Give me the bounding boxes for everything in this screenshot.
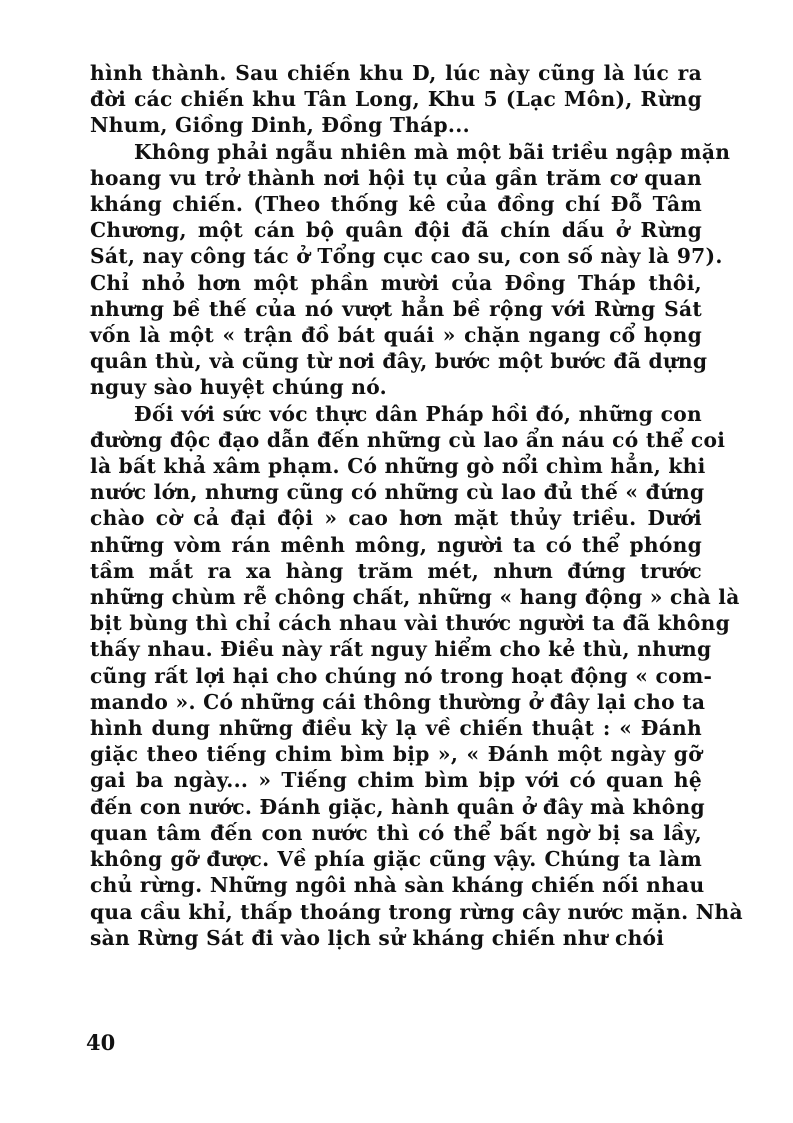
text-line: Chương, một cán bộ quân đội đã chín dấu ở Rừng [90, 218, 702, 243]
text-line: chủ rừng. Những ngôi nhà sàn kháng chiến nối nhau [90, 873, 705, 898]
text-line: hình thành. Sau chiến khu D, lúc này cũng là lúc ra [90, 61, 702, 85]
text-line: quan tâm đến con nước thì có thể bất ngờ bị sa lầy, [90, 820, 702, 845]
text-line: Đối với sức vóc thực dân Pháp hồi đó, những con [134, 401, 702, 426]
body-text [90, 60, 743, 951]
text-line: bịt bùng thì chỉ cách nhau vài thước người ta đã không [90, 611, 731, 636]
text-line: qua cầu khỉ, thấp thoáng trong rừng cây nước mặn. Nhà [90, 899, 743, 924]
text-line: sàn Rừng Sát đi vào lịch sử kháng chiến như chói [90, 925, 665, 950]
page-number: 40 [86, 1030, 116, 1055]
text-line: hình dung những điều kỳ lạ về chiến thuật : « Đánh [90, 716, 702, 741]
text-line: nhưng bề thế của nó vượt hẳn bề rộng với Rừng Sát [90, 296, 702, 321]
text-line: chào cờ cả đại đội » cao hơn mặt thủy triều. Dưới [90, 506, 702, 531]
text-line: kháng chiến. (Theo thống kê của đồng chí Đỗ Tâm [90, 192, 702, 217]
paragraph-3 [90, 401, 743, 951]
text-line: thấy nhau. Điều này rất nguy hiểm cho kẻ thù, nhưng [90, 637, 712, 662]
text-line: đường độc đạo dẫn đến những cù lao ẩn náu có thể coi [90, 427, 726, 452]
text-line: nguy sào huyệt chúng nó. [90, 375, 387, 400]
text-line: không gỡ được. Về phía giặc cũng vậy. Chúng ta làm [90, 847, 702, 872]
text-line: những chùm rễ chông chất, những « hang động » chà là [90, 585, 740, 610]
text-line: Nhum, Giồng Dinh, Đồng Tháp... [90, 113, 470, 138]
text-line: hoang vu trở thành nơi hội tụ của gần trăm cơ quan [90, 165, 702, 190]
text-line: tầm mắt ra xa hàng trăm mét, nhưn đứng trước [90, 558, 702, 583]
text-line: mando ». Có những cái thông thường ở đây lại cho ta [90, 689, 706, 714]
paragraph-2 [90, 139, 731, 401]
text-line: đến con nước. Đánh giặc, hành quân ở đây mà không [90, 794, 705, 819]
text-line: Không phải ngẫu nhiên mà một bãi triều ngập mặn [134, 139, 731, 164]
text-line: Sát, nay công tác ở Tổng cục cao su, con số này là 97). [90, 244, 723, 269]
text-line: là bất khả xâm phạm. Có những gò nổi chìm hẳn, khi [90, 454, 706, 479]
text-line: giặc theo tiếng chim bìm bịp », « Đánh một ngày gỡ [90, 742, 702, 767]
text-line: cũng rất lợi hại cho chúng nó trong hoạt động « com- [90, 663, 713, 688]
text-line: gai ba ngày... » Tiếng chim bìm bịp với có quan hệ [90, 768, 702, 793]
paragraph-1 [90, 60, 702, 139]
text-line: đời các chiến khu Tân Long, Khu 5 (Lạc Môn), Rừng [90, 87, 702, 112]
text-line: quân thù, và cũng từ nơi đây, bước một bước đã dựng [90, 349, 708, 374]
text-line: Chỉ nhỏ hơn một phần mười của Đồng Tháp thôi, [90, 270, 702, 295]
text-line: nước lớn, nhưng cũng có những cù lao đủ thế « đứng [90, 480, 705, 505]
text-line: những vòm rán mênh mông, người ta có thể phóng [90, 532, 702, 557]
text-line: vốn là một « trận đồ bát quái » chặn ngang cổ họng [90, 323, 702, 348]
